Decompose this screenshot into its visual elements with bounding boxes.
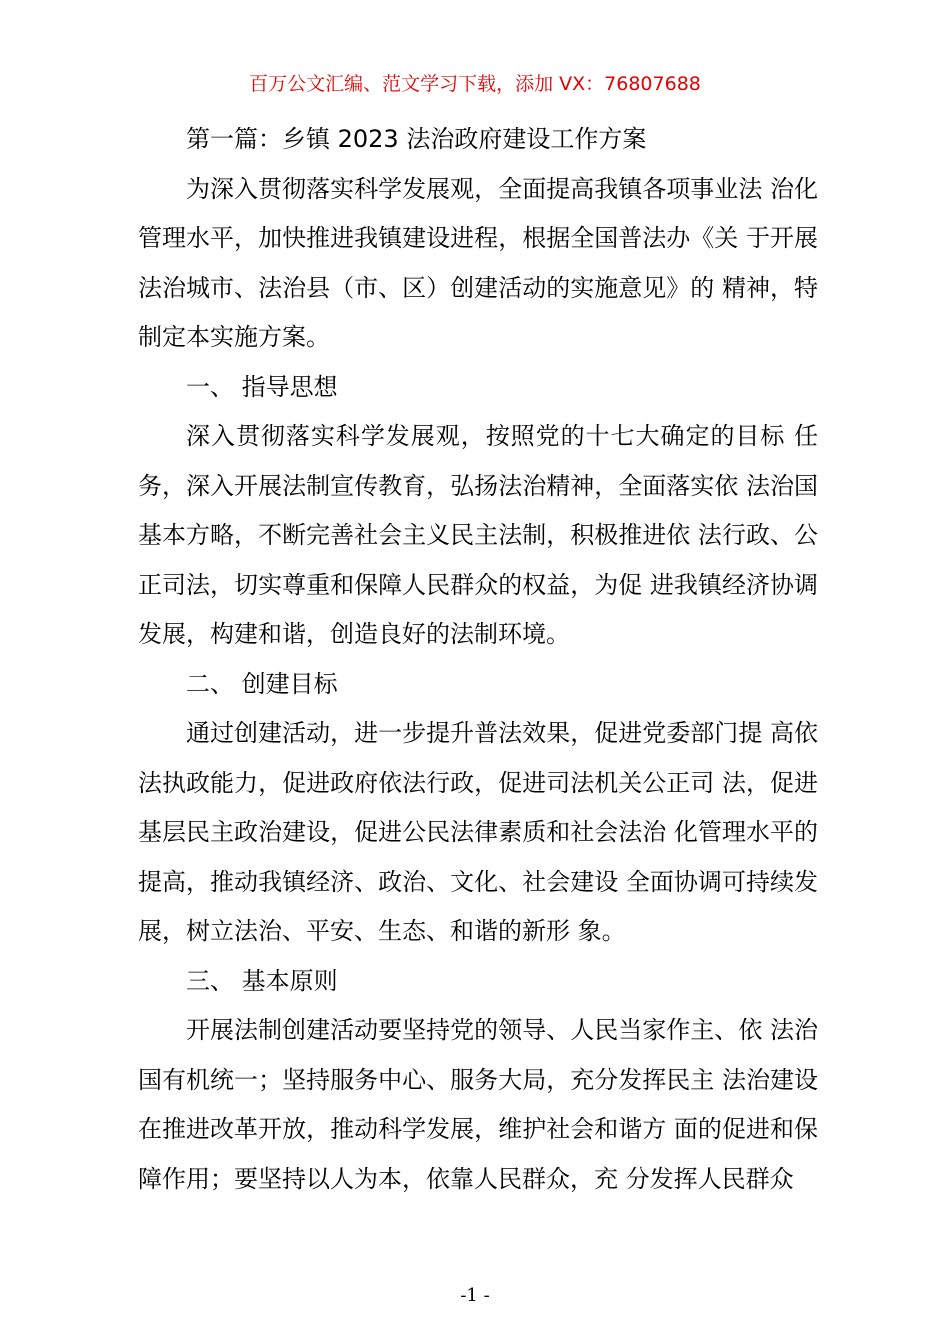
page-number: -1 -	[460, 1285, 490, 1306]
document-body	[138, 115, 818, 1204]
intro-paragraph: 为深入贯彻落实科学发展观，全面提高我镇各项事业法 治化管理水平，加快推进我镇建设进程，根据全国普法办《关 于开展法治城市、法治县（市、区）创建活动的实施意见》的 精神，特制定本实施方案。	[138, 174, 818, 351]
section-heading-goals: 二、 创建目标	[186, 669, 338, 698]
section-heading-principles: 三、 基本原则	[186, 966, 338, 995]
section-body-guiding-ideology: 深入贯彻落实科学发展观，按照党的十七大确定的目标 任务，深入开展法制宣传教育，弘扬法治精神，全面落实依 法治国基本方略，不断完善社会主义民主法制，积极推进依 法行政、公正司法，切实尊重和保障人民群众的权益，为促 进我镇经济协调发展，构建和谐，创造良好的法制环境。	[138, 422, 818, 648]
section-heading-guiding-ideology: 一、 指导思想	[186, 372, 338, 401]
promo-banner: 百万公文汇编、范文学习下载，添加 VX：76807688	[249, 73, 701, 95]
section-body-principles: 开展法制创建活动要坚持党的领导、人民当家作主、依 法治国有机统一；坚持服务中心、服务大局，充分发挥民主 法治建设在推进改革开放，推动科学发展，维护社会和谐方 面的促进和保障作用；要坚持以人为本，依靠人民群众，充 分发挥人民群众	[138, 1016, 818, 1193]
document-title: 第一篇：乡镇 2023 法治政府建设工作方案	[186, 125, 647, 153]
section-body-goals: 通过创建活动，进一步提升普法效果，促进党委部门提 高依法执政能力，促进政府依法行政，促进司法机关公正司 法，促进基层民主政治建设，促进公民法律素质和社会法治 化管理水平的提高，推动我镇经济、政治、文化、社会建设 全面协调可持续发展，树立法治、平安、生态、和谐的新形 象。	[138, 719, 818, 945]
